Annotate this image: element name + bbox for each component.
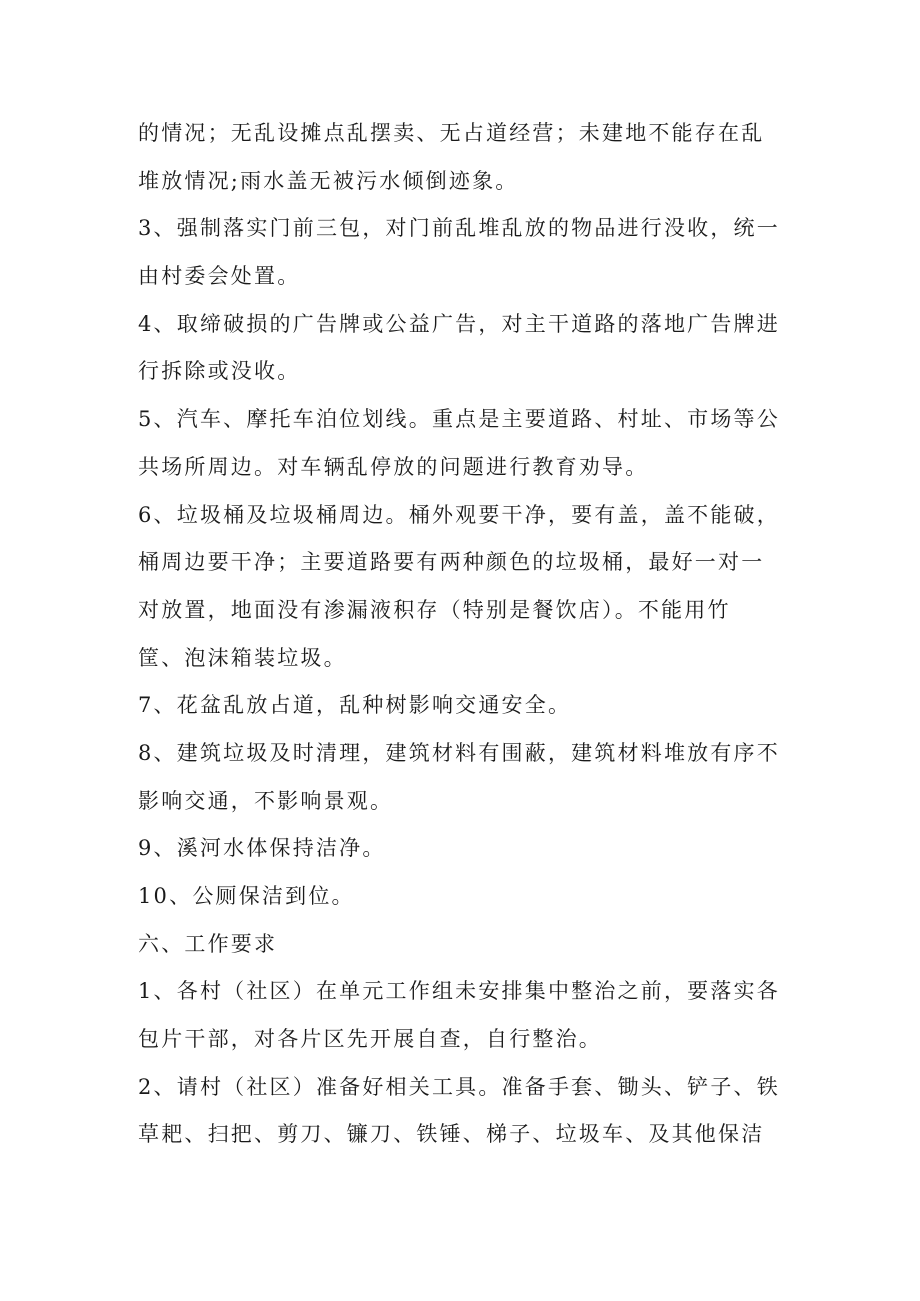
text-line: 包片干部，对各片区先开展自查，自行整治。 [138,1027,602,1052]
text-line: 草耙、扫把、剪刀、镰刀、铁锤、梯子、垃圾车、及其他保洁 [138,1122,765,1147]
text-line: 堆放情况;雨水盖无被污水倾倒迹象。 [138,168,519,193]
text-line: 10、公厕保洁到位。 [138,884,355,908]
text-line: 3、强制落实门前三包，对门前乱堆乱放的物品进行没收，统一 [138,216,780,241]
text-line: 7、花盆乱放占道，乱种树影响交通安全。 [138,693,572,718]
text-line: 行拆除或没收。 [138,359,301,384]
text-line: 2、请村（社区）准备好相关工具。准备手套、锄头、铲子、铁 [138,1074,780,1099]
text-line: 共场所周边。对车辆乱停放的问题进行教育劝导。 [138,454,649,479]
text-line: 对放置，地面没有渗漏液积存（特别是餐饮店）。不能用竹 [138,597,731,622]
text-line: 6、垃圾桶及垃圾桶周边。桶外观要干净，要有盖，盖不能破， [138,502,780,527]
text-line: 影响交通，不影响景观。 [138,788,394,813]
text-line: 由村委会处置。 [138,264,301,289]
text-line: 1、各村（社区）在单元工作组未安排集中整治之前，要落实各 [138,979,780,1004]
section-heading: 六、工作要求 [138,931,278,956]
text-line: 9、溪河水体保持洁净。 [138,836,386,861]
document-body [138,110,788,1159]
text-line: 5、汽车、摩托车泊位划线。重点是主要道路、村址、市场等公 [138,407,780,432]
text-line: 8、建筑垃圾及时清理，建筑材料有围蔽，建筑材料堆放有序不 [138,740,780,765]
text-line: 4、取缔破损的广告牌或公益广告，对主干道路的落地广告牌进 [138,311,780,336]
text-line: 桶周边要干净；主要道路要有两种颜色的垃圾桶，最好一对一 [138,550,765,575]
text-line: 的情况；无乱设摊点乱摆卖、无占道经营；未建地不能存在乱 [138,121,765,145]
text-line: 筐、泡沫箱装垃圾。 [138,645,347,670]
